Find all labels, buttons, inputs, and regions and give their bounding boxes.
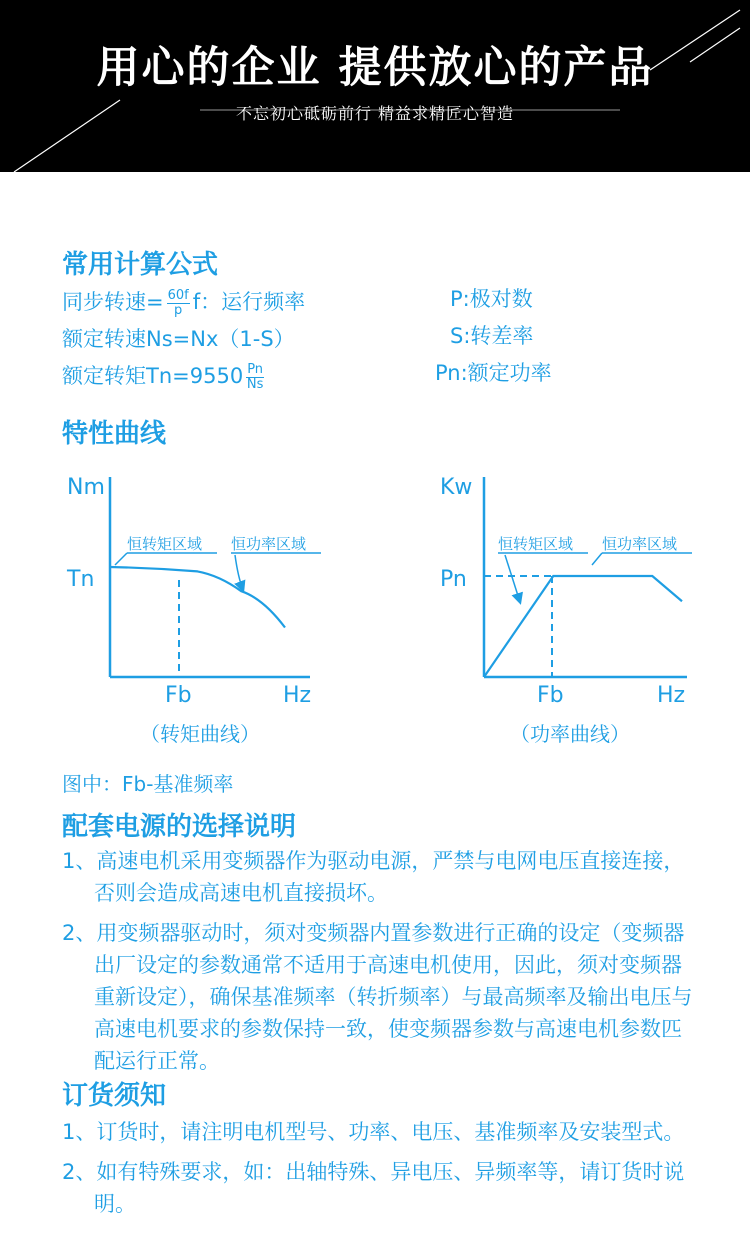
- curves-note: 图中：Fb-基准频率: [62, 772, 234, 796]
- sync-fraction-den: p: [174, 302, 183, 318]
- torque-curve: [110, 567, 285, 628]
- torque-xlabel: Hz: [283, 683, 312, 708]
- curves-heading: 特性曲线: [62, 419, 167, 449]
- rated-torque-label: 额定转矩Tn=9550: [62, 364, 244, 388]
- power-supply-list: [62, 845, 702, 1085]
- sync-speed-formula: [62, 286, 305, 318]
- torque-fraction-den: Ns: [246, 376, 264, 392]
- pn-definition: Pn:额定功率: [435, 361, 552, 385]
- formulas-heading: 常用计算公式: [62, 250, 219, 280]
- power-pointer-1: [505, 555, 520, 602]
- p-definition: P:极对数: [450, 287, 533, 311]
- power-curve: [484, 576, 682, 677]
- torque-ytick-tn: Tn: [67, 567, 95, 592]
- rated-torque-formula: [62, 360, 267, 392]
- torque-const-torque-label: 恒转矩区域: [127, 535, 203, 553]
- rated-speed-formula: 额定转速Ns=Nx（1-S）: [62, 327, 295, 351]
- power-supply-item-1: 1、高速电机采用变频器作为驱动电源，严禁与电网电压直接连接，否则会造成高速电机直接损坏。: [62, 849, 685, 905]
- sync-fraction: [167, 289, 190, 318]
- sync-fraction-num: 60f: [167, 287, 189, 303]
- s-definition: S:转差率: [450, 324, 534, 348]
- torque-chart-title: （转矩曲线）: [140, 722, 260, 746]
- ordering-heading: 订货须知: [62, 1081, 167, 1111]
- power-const-power-label: 恒功率区域: [602, 535, 678, 553]
- power-xlabel: Hz: [657, 683, 686, 708]
- torque-pointer-2: [235, 555, 243, 590]
- torque-pointer-1: [115, 553, 127, 565]
- ordering-item-1: 1、订货时，请注明电机型号、功率、电压、基准频率及安装型式。: [62, 1120, 685, 1144]
- power-chart-title: （功率曲线）: [510, 722, 630, 746]
- power-supply-item-2: 2、用变频器驱动时，须对变频器内置参数进行正确的设定（变频器出厂设定的参数通常不适用于高速电机使用，因此，须对变频器重新设定），确保基准频率（转折频率）与最高频率及输出电压与高速电机要求的参数保持一致，使变频器参数与高速电机参数匹配运行正常。: [62, 921, 693, 1073]
- power-xtick-fb: Fb: [537, 683, 564, 708]
- power-ytick-pn: Pn: [440, 567, 467, 592]
- power-chart: [425, 462, 725, 752]
- power-ylabel: Kw: [440, 475, 473, 500]
- sync-speed-rest: f：运行频率: [192, 290, 306, 314]
- torque-xtick-fb: Fb: [165, 683, 192, 708]
- torque-fraction-num: Pn: [247, 361, 264, 377]
- banner-title: 用心的企业 提供放心的产品: [96, 43, 654, 93]
- torque-chart: [55, 462, 345, 752]
- power-const-torque-label: 恒转矩区域: [498, 535, 574, 553]
- sync-speed-label: 同步转速=: [62, 290, 164, 314]
- power-pointer-2: [592, 553, 602, 565]
- power-supply-heading: 配套电源的选择说明: [62, 812, 297, 842]
- torque-const-power-label: 恒功率区域: [231, 535, 307, 553]
- header-banner: [0, 0, 750, 172]
- torque-ylabel: Nm: [67, 475, 105, 500]
- banner-subtitle: 不忘初心砥砺前行 精益求精匠心智造: [235, 104, 515, 123]
- ordering-list: [62, 1116, 702, 1228]
- torque-fraction: [246, 363, 264, 392]
- ordering-item-2: 2、如有特殊要求，如：出轴特殊、异电压、异频率等，请订货时说明。: [62, 1160, 685, 1216]
